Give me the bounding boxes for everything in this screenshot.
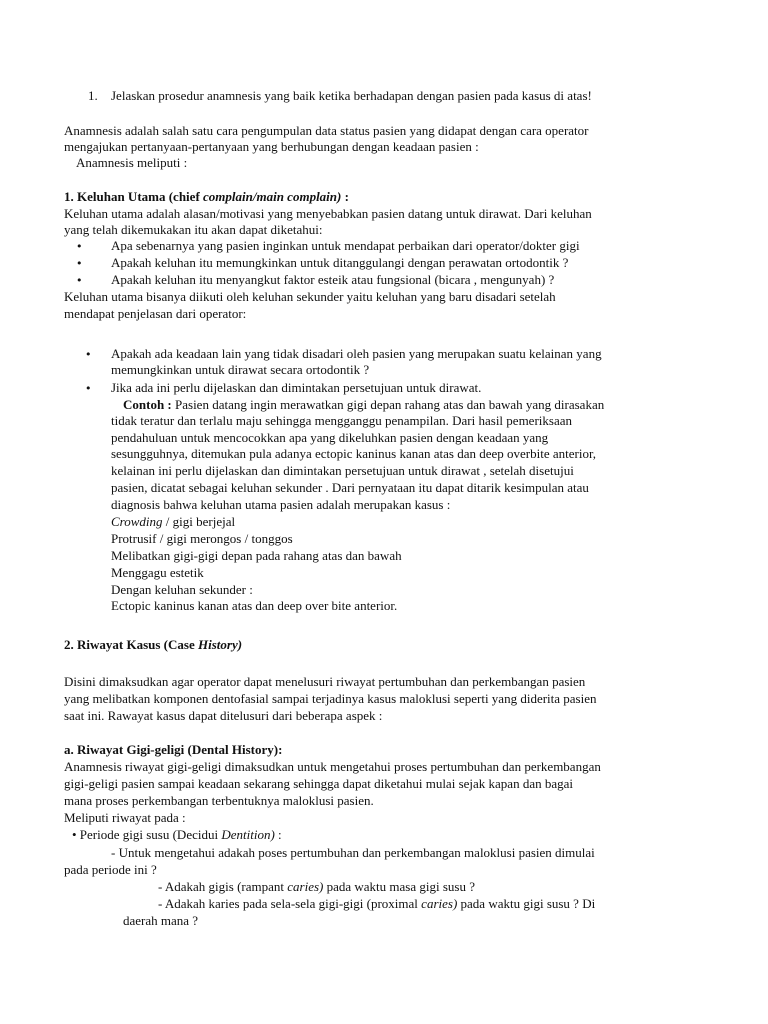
- dash-item-continued: pada periode ini ?: [64, 862, 157, 877]
- question-number: 1.: [88, 88, 98, 103]
- section-2-paragraph: yang melibatkan komponen dentofasial sampai terjadinya kasus maloklusi seperti yang diderita pasien: [64, 691, 597, 706]
- periode-italic: Dentition): [221, 827, 275, 842]
- section-2-heading: [64, 637, 242, 653]
- periode-prefix: • Periode gigi susu (Decidui: [72, 827, 222, 842]
- dash-suffix: pada waktu gigi susu ? Di: [457, 896, 596, 911]
- bullet-item-continued: memungkinkan untuk dirawat secara ortodontik ?: [111, 362, 370, 377]
- contoh-text: pasien, dicatat sebagai keluhan sekunder . Dari pernyataan itu dapat ditarik kesimpulan atau: [111, 480, 589, 495]
- contoh-label: Contoh :: [123, 397, 172, 412]
- case-list-item: Melibatkan gigi-gigi depan pada rahang atas dan bawah: [111, 548, 402, 563]
- section-1-heading-prefix: 1. Keluhan Utama (chief: [64, 189, 204, 204]
- case-list-item: Protrusif / gigi merongos / tonggos: [111, 531, 293, 546]
- section-2-paragraph: saat ini. Rawayat kasus dapat ditelusuri dari beberapa aspek :: [64, 708, 383, 723]
- intro-line-1: Anamnesis adalah salah satu cara pengumpulan data status pasien yang didapat dengan cara operator: [64, 123, 589, 138]
- periode-item: [72, 827, 282, 843]
- case-list-item: Ectopic kaninus kanan atas dan deep over bite anterior.: [111, 598, 398, 613]
- section-a-paragraph: Meliputi riwayat pada :: [64, 810, 186, 825]
- crowding-term: Crowding: [111, 514, 163, 529]
- dash-item: [158, 879, 475, 895]
- contoh-text: tidak teratur dan terlalu maju sehingga mengganggu penampilan. Dari hasil pemeriksaan: [111, 413, 572, 428]
- dash-item: - Untuk mengetahui adakah poses pertumbuhan dan perkembangan maloklusi pasien dimulai: [111, 845, 595, 860]
- dash-suffix: pada waktu masa gigi susu ?: [323, 879, 475, 894]
- section-a-paragraph: mana proses perkembangan terbentuknya maloklusi pasien.: [64, 793, 374, 808]
- contoh-text: Pasien datang ingin merawatkan gigi depan rahang atas dan bawah yang dirasakan: [171, 397, 605, 412]
- bullet-item: Apakah keluhan itu menyangkut faktor esteik atau fungsional (bicara , mengunyah) ?: [111, 272, 555, 287]
- section-a-paragraph: gigi-geligi pasien sampai keadaan sekarang sehingga dapat diketahui mulai sejak kapan dan bagai: [64, 776, 573, 791]
- bullet-item: Apakah ada keadaan lain yang tidak disadari oleh pasien yang merupakan suatu kelainan yang: [111, 346, 602, 361]
- dash-item: [158, 896, 595, 912]
- section-2-heading-italic: History): [197, 637, 243, 652]
- periode-suffix: :: [274, 827, 282, 842]
- intro-line-2: mengajukan pertanyaan-pertanyaan yang berhubungan dengan keadaan pasien :: [64, 139, 479, 154]
- case-list-item: Dengan keluhan sekunder :: [111, 582, 253, 597]
- section-1-desc-2: yang telah dikemukakan itu akan dapat diketahui:: [64, 222, 323, 237]
- crowding-rest: / gigi berjejal: [162, 514, 236, 529]
- section-1-after-2: mendapat penjelasan dari operator:: [64, 306, 247, 321]
- section-a-paragraph: Anamnesis riwayat gigi-geligi dimaksudkan untuk mengetahui proses pertumbuhan dan perkembangan: [64, 759, 601, 774]
- section-1-heading-italic: complain/main complain): [203, 189, 342, 204]
- contoh-line: [123, 397, 604, 413]
- bullet-icon: •: [85, 348, 92, 361]
- dash-italic: caries): [287, 879, 324, 894]
- bullet-icon: •: [76, 240, 83, 253]
- bullet-item: Jika ada ini perlu dijelaskan dan dimintakan persetujuan untuk dirawat.: [111, 380, 482, 395]
- intro-line-3: Anamnesis meliputi :: [76, 155, 188, 170]
- section-a-heading: a. Riwayat Gigi-geligi (Dental History):: [64, 742, 283, 757]
- bullet-icon: •: [85, 382, 92, 395]
- section-1-heading-suffix: :: [341, 189, 349, 204]
- bullet-icon: •: [76, 257, 83, 270]
- section-1-heading: [64, 189, 349, 205]
- dash-prefix: - Adakah gigis (rampant: [158, 879, 288, 894]
- question-text: Jelaskan prosedur anamnesis yang baik ketika berhadapan dengan pasien pada kasus di atas!: [111, 88, 592, 103]
- bullet-item: Apa sebenarnya yang pasien inginkan untuk mendapat perbaikan dari operator/dokter gigi: [111, 238, 580, 253]
- dash-prefix: - Adakah karies pada sela-sela gigi-gigi (proximal: [158, 896, 422, 911]
- bullet-icon: •: [76, 274, 83, 287]
- contoh-text: kelainan ini perlu dijelaskan dan dimintakan persetujuan untuk dirawat , setelah disetujui: [111, 463, 574, 478]
- dash-italic: caries): [421, 896, 458, 911]
- case-list-item: Menggagu estetik: [111, 565, 204, 580]
- dash-item-continued: daerah mana ?: [123, 913, 199, 928]
- contoh-text: sesungguhnya, ditemukan pula adanya ectopic kaninus kanan atas dan deep overbite anterior,: [111, 446, 597, 461]
- section-2-paragraph: Disini dimaksudkan agar operator dapat menelusuri riwayat pertumbuhan dan perkembangan pasien: [64, 674, 586, 689]
- section-1-after-1: Keluhan utama bisanya diikuti oleh keluhan sekunder yaitu keluhan yang baru disadari setelah: [64, 289, 556, 304]
- bullet-item: Apakah keluhan itu memungkinkan untuk ditanggulangi dengan perawatan ortodontik ?: [111, 255, 569, 270]
- case-list-item: [111, 514, 235, 530]
- contoh-text: diagnosis bahwa keluhan utama pasien adalah merupakan kasus :: [111, 497, 451, 512]
- contoh-text: pendahuluan untuk mencocokkan apa yang dikeluhkan pasien dengan keadaan yang: [111, 430, 549, 445]
- section-2-heading-prefix: 2. Riwayat Kasus (Case: [64, 637, 198, 652]
- section-1-desc-1: Keluhan utama adalah alasan/motivasi yang menyebabkan pasien datang untuk dirawat. Dari keluhan: [64, 206, 592, 221]
